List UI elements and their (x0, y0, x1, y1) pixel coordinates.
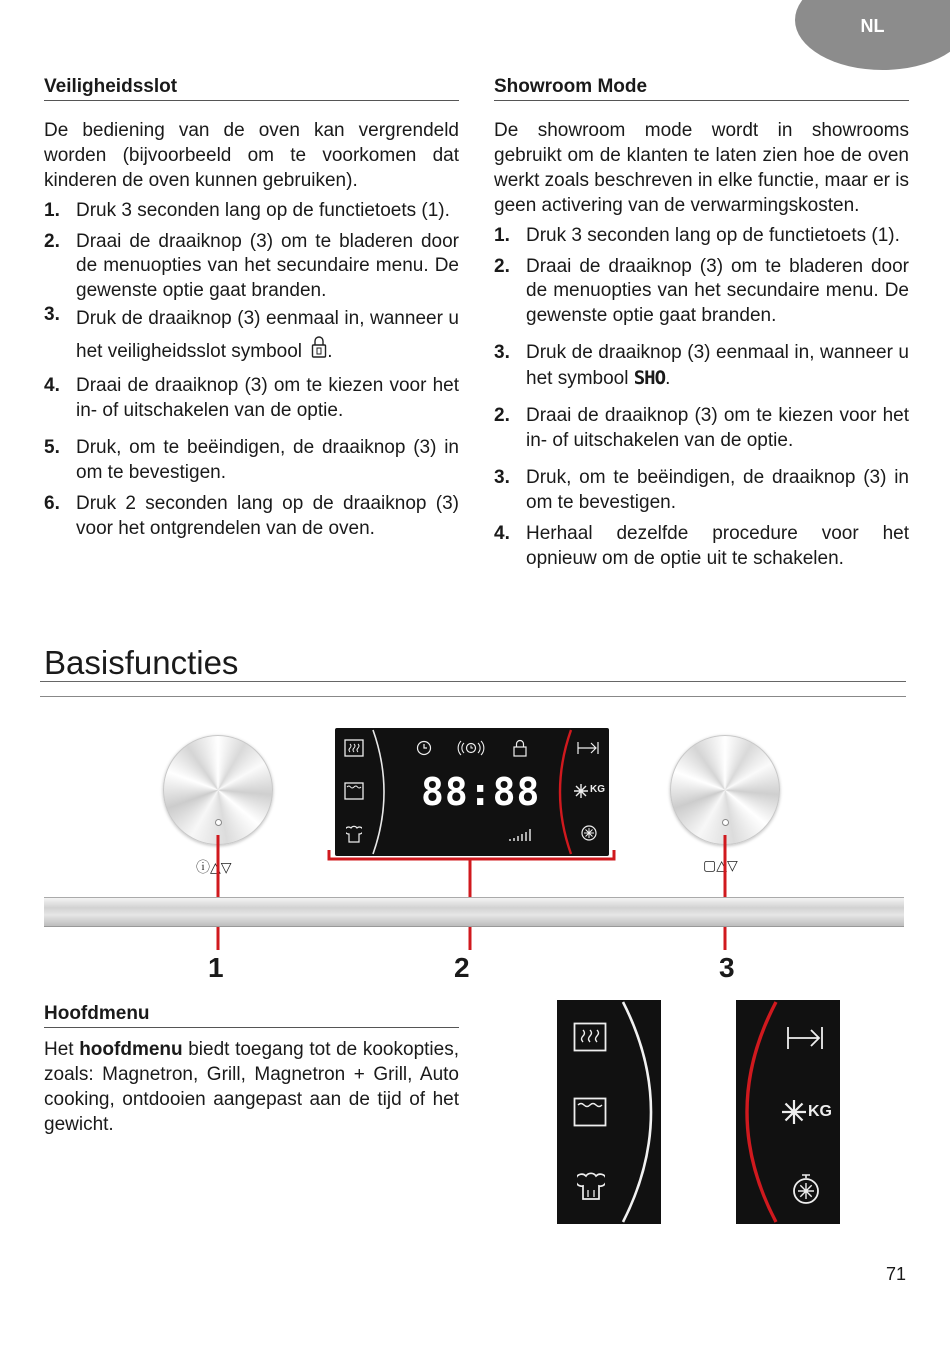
chef-hat-icon (346, 824, 362, 844)
clock-icon (416, 740, 432, 756)
step-text: Druk 2 seconden lang op de draaiknop (3) voor het ontgrendelen van de oven. (76, 493, 459, 539)
time-display: 88:88 (421, 770, 541, 814)
showroom-mode-section (494, 76, 909, 571)
defrost-time-icon (581, 825, 597, 841)
list-item (494, 255, 909, 329)
list-item (44, 303, 459, 368)
step-number: 2. (494, 255, 510, 277)
callout-number-1: 1 (208, 952, 224, 983)
function-knob[interactable] (163, 735, 273, 845)
sho-symbol: SHO (633, 366, 666, 389)
list-item (44, 374, 459, 423)
step-text: Druk 3 seconden lang op de functietoets (1). (526, 225, 900, 246)
list-item (44, 199, 459, 224)
step-number: 3. (494, 467, 510, 488)
step-text: Druk, om te beëindigen, de draaiknop (3) in om te bevestigen. (526, 467, 909, 513)
step-number: 3. (494, 342, 510, 363)
alarm-icon (457, 740, 485, 756)
step-number: 2. (44, 230, 60, 252)
step-text: Druk, om te beëindigen, de draaiknop (3) in om te bevestigen. (76, 437, 459, 483)
step-text: Druk de draaiknop (3) eenmaal in, wanneer u het veiligheidsslot symbool (76, 308, 459, 362)
safety-lock-section (44, 76, 459, 541)
chef-hat-icon (577, 1170, 605, 1202)
step-text: Draai de draaiknop (3) om te kiezen voor het in- of uitschakelen van de optie. (526, 405, 909, 451)
list-item (44, 436, 459, 485)
list-item (494, 224, 909, 249)
step-number: 1. (494, 225, 510, 246)
title-divider (40, 696, 906, 697)
step-text: Draai de draaiknop (3) om te kiezen voor het in- of uitschakelen van de optie. (76, 375, 459, 421)
list-item (44, 492, 459, 541)
step-text: Druk de draaiknop (3) eenmaal in, wanneer u het symbool (526, 342, 909, 389)
language-label: NL (860, 16, 885, 36)
step-text: Herhaal dezelfde procedure voor het opnieuw om de optie uit te schakelen. (526, 523, 909, 569)
microwave-icon (573, 1022, 607, 1052)
defrost-weight-icon (574, 784, 588, 798)
rotary-knob[interactable] (670, 735, 780, 845)
step-number: 4. (494, 523, 510, 544)
rotary-knob-symbols: ▢△▽ (703, 857, 738, 873)
main-menu-text-bold: hoofdmenu (79, 1039, 183, 1060)
step-text: Draai de draaiknop (3) om te bladeren door de menuopties van het secundaire menu. De gewenste optie gaat branden. (526, 255, 909, 326)
title-divider (40, 681, 906, 682)
safety-lock-intro: De bediening van de oven kan vergrendeld worden (bijvoorbeeld om te voorkomen dat kinderen de oven kunnen gebruiken). (44, 120, 459, 191)
safety-lock-steps (44, 199, 459, 541)
end-time-icon (577, 741, 599, 755)
showroom-heading: Showroom Mode (494, 76, 909, 101)
microwave-icon (344, 739, 364, 757)
main-menu-text-pre: Het (44, 1039, 80, 1060)
zoomed-right-icons (736, 1000, 840, 1224)
main-menu-text (44, 1037, 459, 1137)
power-level-icon (509, 828, 533, 842)
step-number: 2. (494, 405, 510, 426)
list-item (494, 341, 909, 391)
defrost-time-icon (791, 1173, 821, 1205)
lock-icon (513, 739, 527, 757)
step-text: Draai de draaiknop (3) om te bladeren door de menuopties van het secundaire menu. De gewenste optie gaat branden. (76, 230, 459, 301)
basis-functions-title: Basisfuncties (44, 644, 239, 681)
kg-label: KG (590, 784, 605, 795)
main-menu-heading: Hoofdmenu (44, 1003, 459, 1028)
page-number: 71 (885, 1264, 906, 1284)
knob-indicator-dot (722, 819, 729, 826)
step-text: Druk 3 seconden lang op de functietoets (1). (76, 200, 450, 221)
control-panel-display (335, 728, 609, 856)
step-number: 1. (44, 200, 60, 221)
main-menu-section (44, 1003, 459, 1137)
end-time-icon (786, 1025, 824, 1051)
list-item (494, 522, 909, 571)
lock-icon (311, 335, 327, 359)
defrost-weight-icon (782, 1100, 806, 1124)
grill-icon (344, 782, 364, 800)
list-item (44, 230, 459, 304)
oven-trim-bar (44, 897, 904, 927)
knob-indicator-dot (215, 819, 222, 826)
step-number: 6. (44, 493, 60, 514)
step-number: 4. (44, 375, 60, 396)
grill-icon (573, 1097, 607, 1127)
step-number: 3. (44, 304, 60, 325)
main-menu-text-post: biedt toegang tot de kookopties, zoals: Magnetron, Grill, Magnetron + Grill, Auto cooking, ontdooien aangepast aan de tijd of het gewicht. (44, 1039, 459, 1135)
list-item (494, 466, 909, 515)
step-suffix: . (665, 367, 671, 389)
step-suffix: . (327, 341, 333, 362)
callout-number-2: 2 (454, 952, 470, 983)
step-number: 5. (44, 437, 60, 458)
safety-lock-heading: Veiligheidsslot (44, 76, 459, 101)
function-knob-symbols: ⓘ△▽ (196, 859, 232, 875)
zoomed-left-icons (557, 1000, 661, 1224)
language-tab (795, 0, 950, 70)
kg-label: KG (808, 1103, 832, 1120)
showroom-intro: De showroom mode wordt in showrooms gebruikt om de klanten te laten zien hoe de oven werkt zoals beschreven in elke functie, maar er is geen activering van de verwarmingskosten. (494, 120, 910, 216)
list-item (494, 404, 909, 453)
showroom-steps (494, 224, 909, 571)
callout-number-3: 3 (719, 952, 735, 983)
